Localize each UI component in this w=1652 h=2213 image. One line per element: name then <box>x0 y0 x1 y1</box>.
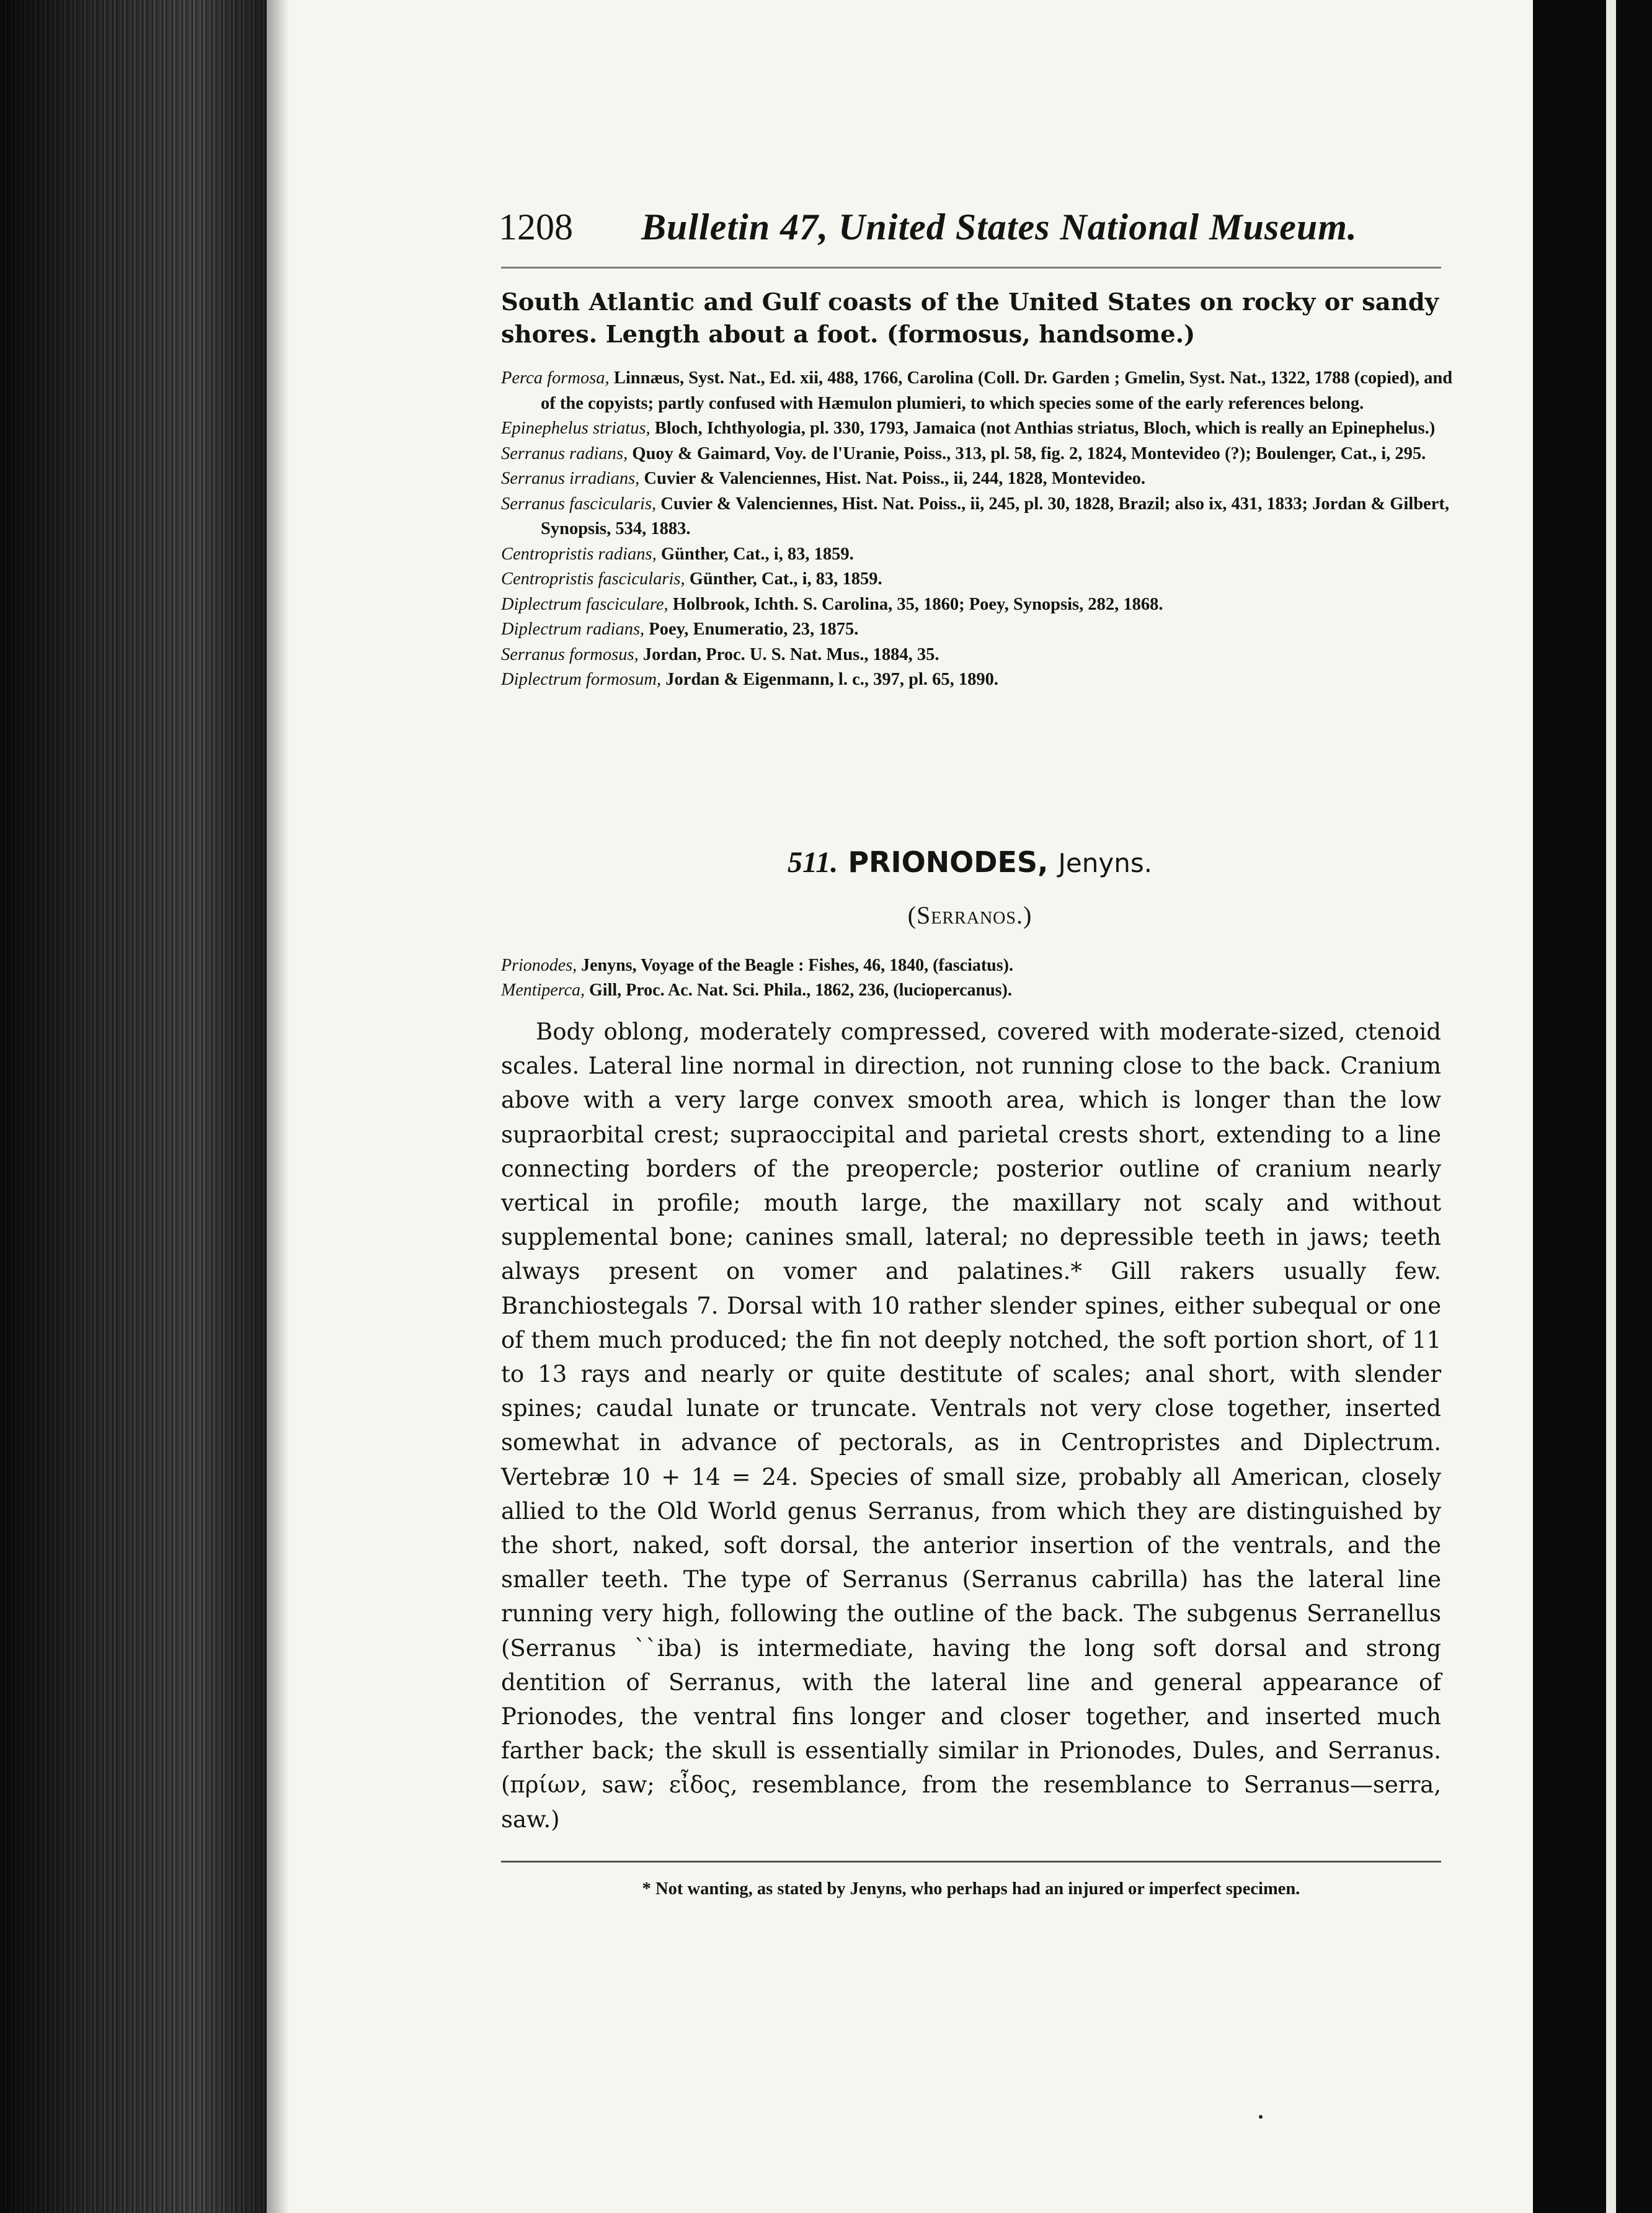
genus-references <box>501 953 1439 1003</box>
footnote: * Not wanting, as stated by Jenyns, who perhaps had an injured or imperfect specimen. <box>642 1879 1300 1899</box>
synonym-taxon: Serranus fascicularis, <box>501 494 657 514</box>
genus-author: Jenyns. <box>1058 848 1153 878</box>
synonymy-list <box>501 366 1456 693</box>
synonym-taxon: Serranus irradians, <box>501 469 640 488</box>
synonymy-entry <box>501 542 1456 568</box>
synonym-citation: Bloch, Ichthyologia, pl. 330, 1793, Jamaica (not Anthias striatus, Bloch, which is really an Epinephelus.) <box>650 419 1436 438</box>
distribution-paragraph: South Atlantic and Gulf coasts of the United States on rocky or sandy shores. Length about a foot. (formosus, handsome.) <box>501 288 1439 349</box>
running-head <box>499 202 1357 252</box>
page-number: 1208 <box>499 207 573 247</box>
reference-taxon: Prionodes, <box>501 956 577 975</box>
ink-speck <box>1259 2115 1263 2119</box>
genus-reference <box>501 953 1439 978</box>
synonymy-entry <box>501 592 1456 618</box>
synonymy-entry <box>501 366 1456 416</box>
synonym-taxon: Centropristis fascicularis, <box>501 569 685 589</box>
synonym-citation: Günther, Cat., i, 83, 1859. <box>656 544 854 564</box>
reference-citation: Gill, Proc. Ac. Nat. Sci. Phila., 1862, 236, (luciopercanus). <box>585 981 1012 1000</box>
page-edges-shadow <box>0 0 267 2213</box>
genus-common-name: (Serranos.) <box>907 901 1032 929</box>
synonym-taxon: Serranus formosus, <box>501 644 639 664</box>
synonymy-entry <box>501 667 1456 693</box>
synonym-citation: Holbrook, Ichth. S. Carolina, 35, 1860; Poey, Synopsis, 282, 1868. <box>668 594 1163 614</box>
gutter-shadow <box>267 0 289 2213</box>
synonym-citation: Günther, Cat., i, 83, 1859. <box>685 569 882 589</box>
header-rule <box>501 267 1441 269</box>
reference-taxon: Mentiperca, <box>501 981 585 1000</box>
synonym-citation: Linnæus, Syst. Nat., Ed. xii, 488, 1766, Carolina (Coll. Dr. Garden ; Gmelin, Syst. Nat., 1322, 1788 (copied), and of the copyists; partly confused with Hæmulon plumieri, to which species some of the early references belong. <box>541 368 1453 413</box>
synonymy-entry <box>501 466 1456 492</box>
genus-heading <box>501 844 1439 882</box>
synonym-citation: Poey, Enumeratio, 23, 1875. <box>644 620 859 639</box>
synonym-citation: Jordan, Proc. U. S. Nat. Mus., 1884, 35. <box>638 644 939 664</box>
synonymy-entry <box>501 567 1456 592</box>
footnote-rule <box>501 1861 1441 1863</box>
synonym-taxon: Serranus radians, <box>501 443 628 463</box>
journal-title: Bulletin 47, United States National Museum. <box>641 207 1357 247</box>
synonym-taxon: Diplectrum formosum, <box>501 670 662 689</box>
genus-description: Body oblong, moderately compressed, covered with moderate-sized, ctenoid scales. Lateral line normal in direction, not running close to the back. Cranium above with a very large convex smooth area, which is longer than the low supraorbital crest; supraoccipital and parietal crests short, extending to a line connecting borders of the preopercle; posterior outline of cranium nearly vertical in profile; mouth large, the maxillary not scaly and without supplemental bone; canines small, lateral; no depressible teeth in jaws; teeth always present on vomer and palatines.* Gill rakers usually few. Branchiostegals 7. Dorsal with 10 rather slender spines, either subequal or one of them much produced; the fin not deeply notched, the soft portion short, of 11 to 13 rays and nearly or quite destitute of scales; anal short, with slender spines; caudal lunate or truncate. Ventrals not very close together, inserted somewhat in advance of pectorals, as in Centropristes and Diplectrum. Vertebræ 10 + 14 = 24. Species of small size, probably all American, closely allied to the Old World genus Serranus, from which they are distinguished by the short, naked, soft dorsal, the anterior insertion of the ventrals, and the smaller teeth. The type of Serranus (Serranus cabrilla) has the lateral line running very high, following the outline of the back. The subgenus Serranellus (Serranus ``iba) is intermediate, having the long soft dorsal and strong dentition of Serranus, with the lateral line and general appearance of Prionodes, the ventral fins longer and closer together, and inserted much farther back; the skull is essentially similar in Prionodes, Dules, and Serranus. (πρίων, saw; εἶδος, resemblance, from the resemblance to Serranus—serra, saw.) <box>501 1018 1441 1833</box>
synonym-taxon: Diplectrum fasciculare, <box>501 594 668 614</box>
synonym-taxon: Perca formosa, <box>501 368 610 388</box>
right-page-edge <box>1606 0 1616 2213</box>
synonymy-entry <box>501 442 1456 467</box>
synonymy-entry <box>501 492 1456 542</box>
synonymy-entry <box>501 617 1456 643</box>
synonym-taxon: Epinephelus striatus, <box>501 419 651 438</box>
synonymy-entry <box>501 416 1456 442</box>
synonym-citation: Cuvier & Valenciennes, Hist. Nat. Poiss., ii, 244, 1828, Montevideo. <box>639 469 1145 488</box>
synonym-taxon: Centropristis radians, <box>501 544 657 564</box>
genus-name: PRIONODES, <box>848 845 1049 879</box>
reference-citation: Jenyns, Voyage of the Beagle : Fishes, 46, 1840, (fasciatus). <box>577 956 1013 975</box>
synonym-citation: Cuvier & Valenciennes, Hist. Nat. Poiss., ii, 245, pl. 30, 1828, Brazil; also ix, 431, 1833; Jordan & Gilbert, Synopsis, 534, 1883. <box>541 494 1449 538</box>
genus-number: 511. <box>787 846 838 879</box>
synonymy-entry <box>501 643 1456 668</box>
synonym-citation: Jordan & Eigenmann, l. c., 397, pl. 65, 1890. <box>661 670 998 689</box>
synonym-citation: Quoy & Gaimard, Voy. de l'Uranie, Poiss., 313, pl. 58, fig. 2, 1824, Montevideo (?); Boulenger, Cat., i, 295. <box>628 443 1426 463</box>
genus-reference <box>501 978 1439 1003</box>
right-scan-margin <box>1533 0 1652 2213</box>
synonym-taxon: Diplectrum radians, <box>501 620 645 639</box>
